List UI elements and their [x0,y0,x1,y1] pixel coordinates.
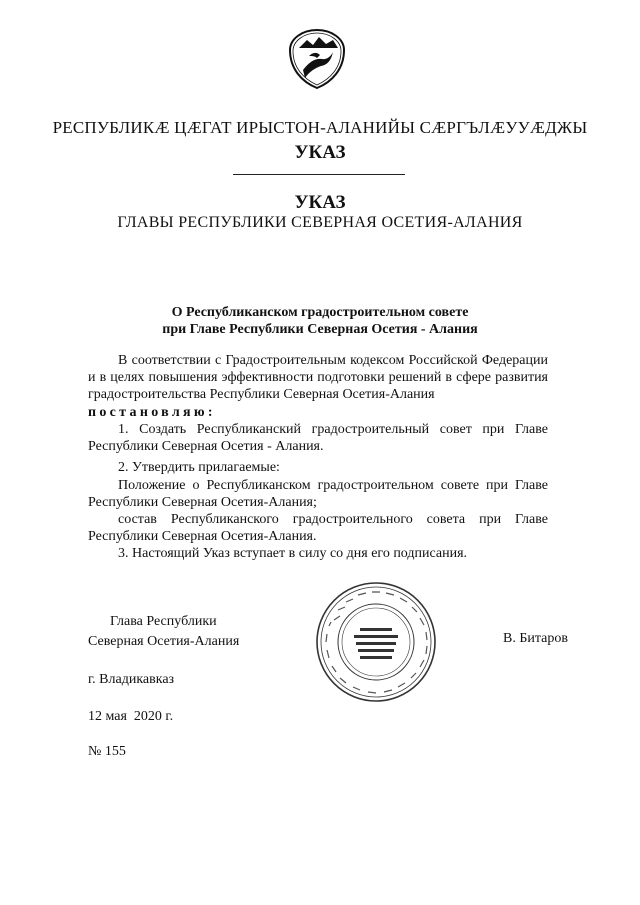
signing-date: 12 мая 2020 г. [88,709,174,724]
ukaz-ossetian-title: УКАЗ [294,142,346,163]
signatory-position-line1: Глава Республики [110,614,217,629]
item-2-text: 2. Утвердить прилагаемые: [118,460,280,475]
item-1 [88,421,548,455]
ukaz-russian-title: УКАЗ [294,192,346,213]
item-2b [88,511,548,545]
item-2a [88,477,548,511]
signatory-position-line2: Северная Осетия-Алания [88,634,240,649]
ossetian-heading: РЕСПУБЛИКӔ ЦӔГАТ ИРЫСТОН-АЛАНИЙЫ СӔРГЪЛӔУУӔДЖЫ [52,118,588,137]
item-1-text: 1. Создать Республиканский градостроительный совет при Главе Республики Северная Осетия - Алания. [88,422,548,455]
preamble-paragraph [88,352,548,421]
divider-line [233,174,405,175]
item-2b-text: состав Республиканского градостроительного совета при Главе Республики Северная Осетия-Алания. [88,512,548,545]
decree-title-line1: О Республиканском градостроительном совете [171,305,469,320]
coat-of-arms-emblem [287,28,347,90]
signatory-name: В. Битаров [503,631,568,646]
preamble-text: В соответствии с Градостроительным кодексом Российской Федерации и в целях повышения эффективности подготовки решений в сфере развития градостроительства Республики Северная Осетия-Алания [88,353,548,403]
decree-number: № 155 [88,744,126,759]
place-of-signing: г. Владикавказ [88,672,175,687]
signatory-position [88,612,239,652]
decree-title-line2: при Главе Республики Северная Осетия - Алания [162,322,478,337]
resolve-word: постановляю: [88,404,216,420]
russian-heading: ГЛАВЫ РЕСПУБЛИКИ СЕВЕРНАЯ ОСЕТИЯ-АЛАНИЯ [117,214,523,231]
item-2a-text: Положение о Республиканском градостроительном совете при Главе Республики Северная Осетия-Алания; [88,478,548,511]
item-2 [88,459,548,476]
item-3-text: 3. Настоящий Указ вступает в силу со дня его подписания. [118,546,468,561]
official-seal-stamp [314,580,438,704]
item-3 [88,545,548,562]
